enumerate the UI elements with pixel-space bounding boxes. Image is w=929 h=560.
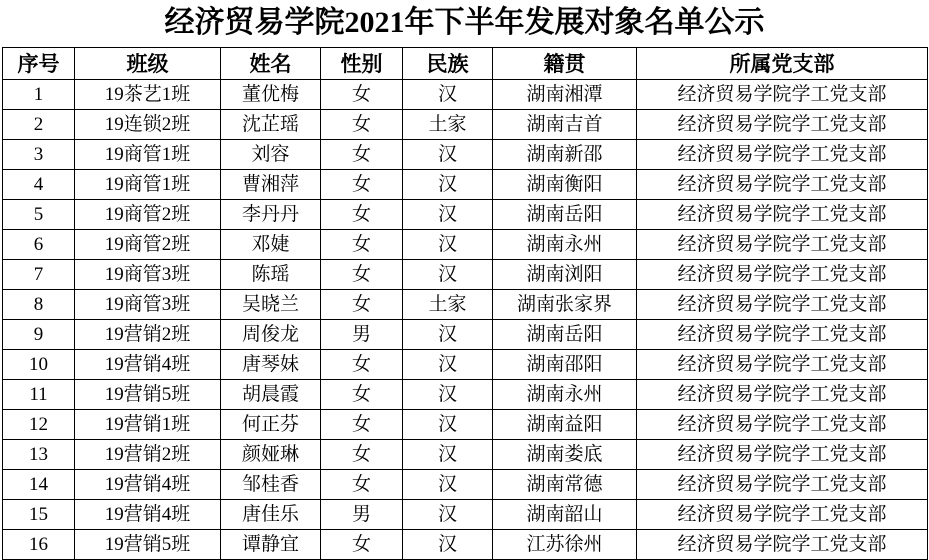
cell-hometown: 湖南韶山 xyxy=(493,500,637,530)
cell-gender: 男 xyxy=(321,500,403,530)
cell-index: 7 xyxy=(3,260,75,290)
cell-class: 19营销4班 xyxy=(75,350,221,380)
cell-class: 19营销2班 xyxy=(75,320,221,350)
cell-party-branch: 经济贸易学院学工党支部 xyxy=(637,320,928,350)
cell-ethnicity: 汉 xyxy=(403,380,493,410)
column-header-ethnicity: 民族 xyxy=(403,48,493,80)
column-header-class: 班级 xyxy=(75,48,221,80)
cell-party-branch: 经济贸易学院学工党支部 xyxy=(637,170,928,200)
cell-gender: 女 xyxy=(321,470,403,500)
cell-hometown: 湖南益阳 xyxy=(493,410,637,440)
cell-ethnicity: 汉 xyxy=(403,140,493,170)
cell-class: 19商管3班 xyxy=(75,290,221,320)
cell-index: 1 xyxy=(3,80,75,110)
cell-gender: 女 xyxy=(321,110,403,140)
cell-party-branch: 经济贸易学院学工党支部 xyxy=(637,530,928,560)
cell-name: 沈芷瑶 xyxy=(221,110,321,140)
cell-class: 19商管3班 xyxy=(75,260,221,290)
cell-class: 19茶艺1班 xyxy=(75,80,221,110)
cell-ethnicity: 汉 xyxy=(403,470,493,500)
cell-index: 3 xyxy=(3,140,75,170)
cell-index: 14 xyxy=(3,470,75,500)
cell-hometown: 江苏徐州 xyxy=(493,530,637,560)
cell-hometown: 湖南邵阳 xyxy=(493,350,637,380)
cell-hometown: 湖南吉首 xyxy=(493,110,637,140)
cell-hometown: 湖南岳阳 xyxy=(493,320,637,350)
cell-ethnicity: 汉 xyxy=(403,200,493,230)
cell-ethnicity: 汉 xyxy=(403,530,493,560)
cell-class: 19营销4班 xyxy=(75,470,221,500)
cell-ethnicity: 汉 xyxy=(403,170,493,200)
cell-class: 19商管2班 xyxy=(75,200,221,230)
cell-hometown: 湖南新邵 xyxy=(493,140,637,170)
cell-index: 6 xyxy=(3,230,75,260)
cell-index: 15 xyxy=(3,500,75,530)
cell-name: 颜娅琳 xyxy=(221,440,321,470)
cell-ethnicity: 汉 xyxy=(403,440,493,470)
column-header-gender: 性别 xyxy=(321,48,403,80)
table-body xyxy=(3,80,928,560)
cell-name: 刘容 xyxy=(221,140,321,170)
cell-gender: 女 xyxy=(321,350,403,380)
cell-name: 唐佳乐 xyxy=(221,500,321,530)
cell-ethnicity: 汉 xyxy=(403,230,493,260)
cell-gender: 女 xyxy=(321,410,403,440)
cell-index: 12 xyxy=(3,410,75,440)
cell-class: 19营销1班 xyxy=(75,410,221,440)
cell-ethnicity: 汉 xyxy=(403,410,493,440)
table-row xyxy=(3,140,928,170)
cell-index: 4 xyxy=(3,170,75,200)
cell-index: 9 xyxy=(3,320,75,350)
table-row xyxy=(3,410,928,440)
cell-name: 陈瑶 xyxy=(221,260,321,290)
cell-party-branch: 经济贸易学院学工党支部 xyxy=(637,290,928,320)
cell-index: 5 xyxy=(3,200,75,230)
table-row xyxy=(3,500,928,530)
cell-index: 2 xyxy=(3,110,75,140)
cell-gender: 女 xyxy=(321,530,403,560)
cell-party-branch: 经济贸易学院学工党支部 xyxy=(637,230,928,260)
cell-hometown: 湖南张家界 xyxy=(493,290,637,320)
cell-gender: 女 xyxy=(321,380,403,410)
cell-index: 8 xyxy=(3,290,75,320)
cell-party-branch: 经济贸易学院学工党支部 xyxy=(637,140,928,170)
cell-index: 16 xyxy=(3,530,75,560)
cell-ethnicity: 汉 xyxy=(403,320,493,350)
column-header-name: 姓名 xyxy=(221,48,321,80)
cell-class: 19商管1班 xyxy=(75,140,221,170)
cell-party-branch: 经济贸易学院学工党支部 xyxy=(637,500,928,530)
cell-name: 曹湘萍 xyxy=(221,170,321,200)
table-row xyxy=(3,110,928,140)
cell-class: 19营销2班 xyxy=(75,440,221,470)
cell-class: 19营销5班 xyxy=(75,530,221,560)
table-row xyxy=(3,350,928,380)
table-row xyxy=(3,530,928,560)
cell-ethnicity: 土家 xyxy=(403,290,493,320)
cell-hometown: 湖南浏阳 xyxy=(493,260,637,290)
table-row xyxy=(3,230,928,260)
cell-hometown: 湖南永州 xyxy=(493,380,637,410)
cell-gender: 女 xyxy=(321,140,403,170)
table-row xyxy=(3,380,928,410)
cell-party-branch: 经济贸易学院学工党支部 xyxy=(637,410,928,440)
cell-party-branch: 经济贸易学院学工党支部 xyxy=(637,440,928,470)
table-row xyxy=(3,440,928,470)
table-row xyxy=(3,200,928,230)
cell-gender: 女 xyxy=(321,260,403,290)
cell-hometown: 湖南衡阳 xyxy=(493,170,637,200)
cell-class: 19营销4班 xyxy=(75,500,221,530)
cell-party-branch: 经济贸易学院学工党支部 xyxy=(637,260,928,290)
column-header-hometown: 籍贯 xyxy=(493,48,637,80)
cell-ethnicity: 汉 xyxy=(403,260,493,290)
cell-name: 周俊龙 xyxy=(221,320,321,350)
cell-gender: 女 xyxy=(321,230,403,260)
cell-class: 19商管1班 xyxy=(75,170,221,200)
cell-name: 何正芬 xyxy=(221,410,321,440)
page-title: 经济贸易学院2021年下半年发展对象名单公示 xyxy=(164,6,765,39)
cell-name: 邹桂香 xyxy=(221,470,321,500)
cell-hometown: 湖南常德 xyxy=(493,470,637,500)
cell-party-branch: 经济贸易学院学工党支部 xyxy=(637,380,928,410)
table-row xyxy=(3,170,928,200)
roster-table xyxy=(2,47,928,560)
cell-hometown: 湖南湘潭 xyxy=(493,80,637,110)
cell-name: 董优梅 xyxy=(221,80,321,110)
cell-class: 19商管2班 xyxy=(75,230,221,260)
cell-ethnicity: 土家 xyxy=(403,110,493,140)
cell-hometown: 湖南岳阳 xyxy=(493,200,637,230)
cell-hometown: 湖南娄底 xyxy=(493,440,637,470)
cell-name: 谭静宜 xyxy=(221,530,321,560)
table-row xyxy=(3,290,928,320)
cell-class: 19连锁2班 xyxy=(75,110,221,140)
cell-gender: 男 xyxy=(321,320,403,350)
table-row xyxy=(3,470,928,500)
table-row xyxy=(3,320,928,350)
cell-gender: 女 xyxy=(321,80,403,110)
cell-hometown: 湖南永州 xyxy=(493,230,637,260)
cell-index: 10 xyxy=(3,350,75,380)
cell-party-branch: 经济贸易学院学工党支部 xyxy=(637,200,928,230)
column-header-index: 序号 xyxy=(3,48,75,80)
cell-party-branch: 经济贸易学院学工党支部 xyxy=(637,80,928,110)
cell-name: 唐琴妹 xyxy=(221,350,321,380)
table-header-row xyxy=(3,48,928,80)
cell-party-branch: 经济贸易学院学工党支部 xyxy=(637,350,928,380)
cell-index: 13 xyxy=(3,440,75,470)
table-row xyxy=(3,260,928,290)
table-row xyxy=(3,80,928,110)
cell-name: 李丹丹 xyxy=(221,200,321,230)
cell-gender: 女 xyxy=(321,200,403,230)
cell-index: 11 xyxy=(3,380,75,410)
cell-party-branch: 经济贸易学院学工党支部 xyxy=(637,110,928,140)
cell-ethnicity: 汉 xyxy=(403,350,493,380)
cell-class: 19营销5班 xyxy=(75,380,221,410)
cell-gender: 女 xyxy=(321,440,403,470)
cell-party-branch: 经济贸易学院学工党支部 xyxy=(637,470,928,500)
cell-name: 吴晓兰 xyxy=(221,290,321,320)
cell-gender: 女 xyxy=(321,170,403,200)
cell-name: 邓婕 xyxy=(221,230,321,260)
cell-ethnicity: 汉 xyxy=(403,80,493,110)
column-header-party-branch: 所属党支部 xyxy=(637,48,928,80)
cell-gender: 女 xyxy=(321,290,403,320)
cell-name: 胡晨霞 xyxy=(221,380,321,410)
cell-ethnicity: 汉 xyxy=(403,500,493,530)
